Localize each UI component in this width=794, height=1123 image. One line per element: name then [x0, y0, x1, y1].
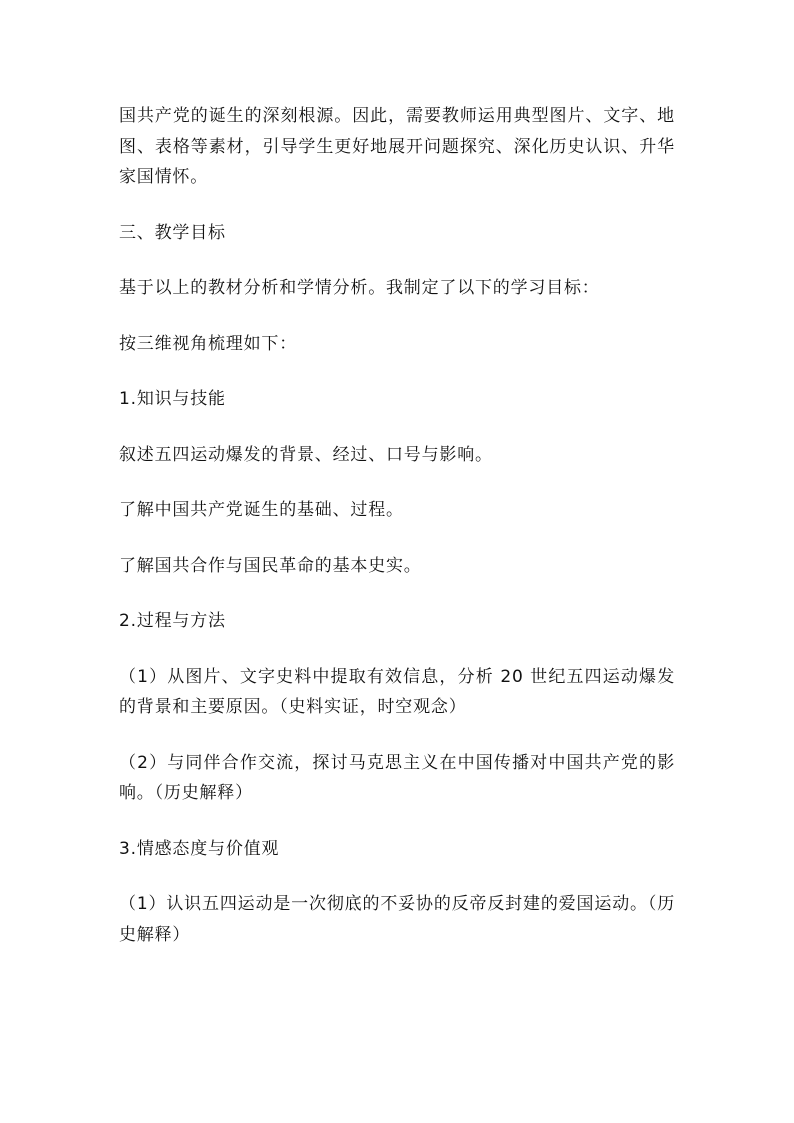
knowledge-item-2: 了解中国共产党诞生的基础、过程。	[119, 500, 404, 520]
section-heading-teaching-goals: 三、教学目标	[119, 222, 226, 243]
three-dimension-paragraph: 按三维视角梳理如下：	[119, 333, 297, 354]
subheading-emotion-values: 3.情感态度与价值观	[119, 838, 280, 859]
goals-intro-paragraph: 基于以上的教材分析和学情分析。我制定了以下的学习目标：	[119, 278, 600, 298]
emotion-item-1: （1）认识五四运动是一次彻底的不妥协的反帝反封建的爱国运动。（历史解释）	[119, 894, 675, 945]
knowledge-item-3: 了解国共合作与国民革命的基本史实。	[119, 555, 422, 576]
process-item-2: （2）与同伴合作交流，探讨马克思主义在中国传播对中国共产党的影响。（历史解释）	[119, 752, 675, 803]
knowledge-item-1: 叙述五四运动爆发的背景、经过、口号与影响。	[119, 444, 493, 465]
subheading-knowledge-skills: 1.知识与技能	[119, 389, 226, 409]
intro-paragraph: 国共产党的诞生的深刻根源。因此，需要教师运用典型图片、文字、地图、表格等素材，引导学生更好地展开问题探究、深化历史认识、升华家国情怀。	[119, 106, 675, 187]
document-body	[119, 101, 675, 950]
process-item-1: （1）从图片、文字史料中提取有效信息，分析 20 世纪五四运动爆发的背景和主要原因。（史料实证，时空观念）	[119, 666, 675, 717]
subheading-process-methods: 2.过程与方法	[119, 611, 226, 631]
